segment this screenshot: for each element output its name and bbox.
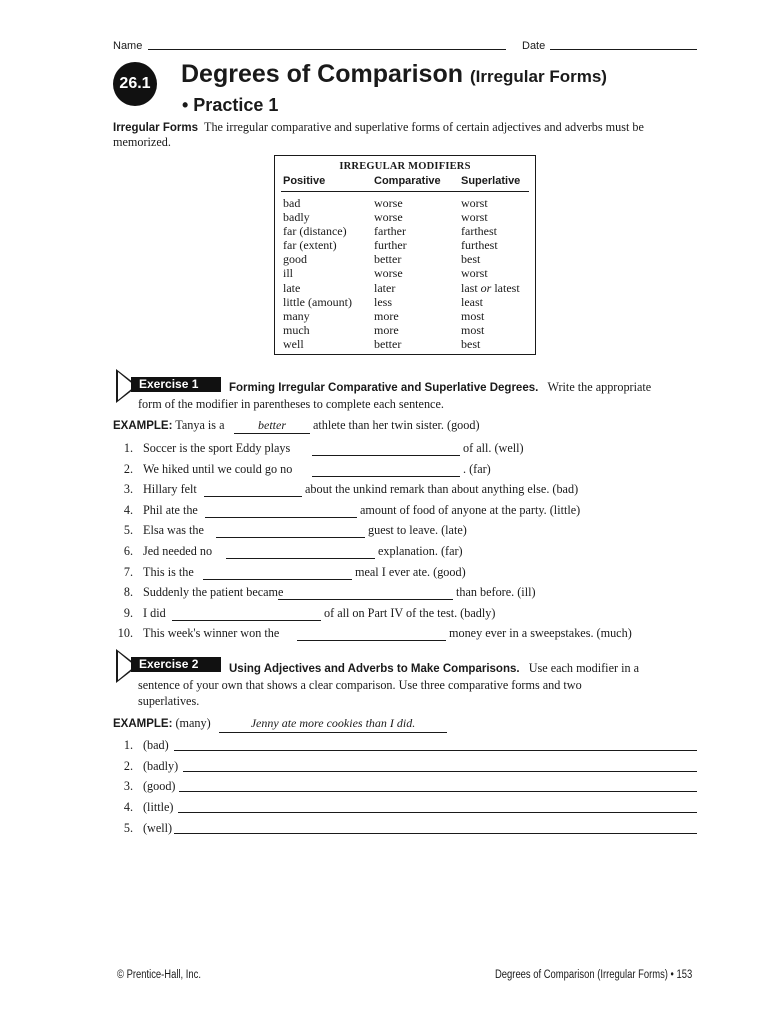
table-row bbox=[275, 266, 535, 280]
exercise2-item-answer-line[interactable] bbox=[178, 812, 697, 813]
exercise1-item-number: 8. bbox=[123, 585, 133, 600]
date-label: Date bbox=[522, 40, 546, 52]
footer-copyright: © Prentice-Hall, Inc. bbox=[117, 969, 201, 981]
exercise2-example-blank bbox=[219, 732, 447, 733]
exercise2-item-answer-line[interactable] bbox=[183, 771, 697, 772]
table-row bbox=[275, 323, 535, 337]
table-header-rule bbox=[281, 191, 529, 192]
table-cell-positive: badly bbox=[283, 210, 310, 225]
table-row bbox=[275, 210, 535, 224]
exercise2-item-word: (bad) bbox=[143, 738, 169, 752]
exercise1-item-text-after: money ever in a sweepstakes. (much) bbox=[449, 626, 632, 641]
table-cell-superlative: last or latest bbox=[461, 280, 520, 295]
intro-paragraph bbox=[113, 120, 693, 149]
section-number-badge bbox=[113, 62, 157, 106]
exercise2-item-number: 3. bbox=[123, 779, 133, 794]
exercise1-item-text-after: meal I ever ate. (good) bbox=[355, 564, 466, 579]
table-cell-comparative: worse bbox=[374, 266, 403, 281]
table-cell-comparative: farther bbox=[374, 224, 406, 239]
exercise1-example-after: athlete than her twin sister. (good) bbox=[313, 418, 480, 432]
exercise1-item-text-after: about the unkind remark than about anything else. (bad) bbox=[305, 482, 579, 497]
example-label: EXAMPLE: bbox=[113, 420, 173, 432]
exercise1-item-text-after: guest to leave. (late) bbox=[368, 523, 467, 538]
table-row bbox=[275, 281, 535, 295]
table-cell-positive: bad bbox=[283, 196, 301, 210]
table-cell-positive: many bbox=[283, 308, 310, 323]
table-cell-positive: far (distance) bbox=[283, 224, 347, 239]
table-cell-comparative: more bbox=[374, 308, 399, 323]
section-number: 26.1 bbox=[119, 75, 151, 92]
exercise1-item-answer-blank[interactable] bbox=[204, 496, 302, 497]
exercise2-instructions-b: sentence of your own that shows a clear comparison. Use three comparative forms and two bbox=[138, 678, 582, 692]
exercise1-label: Exercise 1 bbox=[131, 377, 221, 392]
example-label: EXAMPLE: bbox=[113, 718, 173, 730]
exercise2-item-answer-line[interactable] bbox=[179, 791, 697, 792]
exercise1-item-answer-blank[interactable] bbox=[172, 620, 321, 621]
exercise2-item-word: (well) bbox=[143, 820, 173, 835]
table-cell-comparative: further bbox=[374, 238, 407, 253]
table-cell-positive: little (amount) bbox=[283, 294, 352, 309]
table-cell-superlative: best bbox=[461, 252, 481, 267]
exercise1-heading bbox=[229, 379, 651, 396]
exercise1-item-text-after: of all on Part IV of the test. (badly) bbox=[324, 605, 496, 620]
exercise1-item-text-after: . (far) bbox=[463, 461, 491, 476]
table-cell-comparative: worse bbox=[374, 196, 403, 210]
table-cell-superlative: worst bbox=[461, 196, 488, 210]
exercise2-item-number: 4. bbox=[123, 800, 133, 815]
exercise1-item-number: 7. bbox=[123, 564, 133, 579]
exercise1-item-text-before: I did bbox=[143, 605, 166, 620]
exercise2-item-answer-line[interactable] bbox=[174, 750, 697, 751]
table-cell-superlative: best bbox=[461, 336, 481, 351]
table-cell-comparative: better bbox=[374, 336, 402, 351]
table-body bbox=[275, 196, 535, 351]
table-cell-positive: late bbox=[283, 280, 301, 295]
exercise1-item-number: 3. bbox=[123, 482, 133, 497]
name-field[interactable] bbox=[148, 49, 506, 50]
exercise2-example bbox=[113, 716, 211, 731]
exercise1-item-text-before: Elsa was the bbox=[143, 523, 204, 538]
table-cell-superlative: least bbox=[461, 294, 483, 309]
table-row bbox=[275, 196, 535, 210]
exercise2-item-answer-line[interactable] bbox=[174, 833, 697, 834]
intro-text: The irregular comparative and superlative forms of certain adjectives and adverbs must be memorized. bbox=[113, 120, 644, 149]
page-title bbox=[181, 60, 607, 89]
exercise2-item-word: (badly) bbox=[143, 758, 179, 773]
exercise1-item-text-before: This week's winner won the bbox=[143, 626, 280, 641]
table-row bbox=[275, 337, 535, 351]
table-row bbox=[275, 238, 535, 252]
exercise1-instructions-a: Write the appropriate bbox=[547, 380, 652, 394]
table-cell-superlative: worst bbox=[461, 210, 488, 225]
footer-page-info: Degrees of Comparison (Irregular Forms) • 153 bbox=[495, 969, 693, 981]
table-cell-comparative: later bbox=[374, 280, 396, 295]
table-row bbox=[275, 252, 535, 266]
exercise1-item-text-before: We hiked until we could go no bbox=[143, 461, 293, 476]
table-cell-superlative: furthest bbox=[461, 238, 498, 253]
exercise1-item-answer-blank[interactable] bbox=[205, 517, 357, 518]
exercise1-item-text-before: This is the bbox=[143, 564, 194, 579]
exercise2-instructions-c: superlatives. bbox=[138, 694, 200, 708]
table-cell-positive: much bbox=[283, 322, 310, 337]
table-cell-comparative: more bbox=[374, 322, 399, 337]
table-cell-positive: well bbox=[283, 336, 304, 351]
exercise2-item-word: (little) bbox=[143, 800, 174, 815]
exercise1-item-text-after: amount of food of anyone at the party. (little) bbox=[360, 502, 581, 517]
table-cell-superlative: most bbox=[461, 308, 485, 323]
exercise1-item-number: 9. bbox=[123, 605, 133, 620]
exercise1-item-number: 4. bbox=[123, 502, 133, 517]
table-cell-superlative: farthest bbox=[461, 224, 497, 239]
table-cell-comparative: better bbox=[374, 252, 402, 267]
table-cell-superlative: most bbox=[461, 322, 485, 337]
table-cell-positive: good bbox=[283, 252, 307, 267]
exercise1-instructions-b: form of the modifier in parentheses to complete each sentence. bbox=[138, 397, 444, 411]
exercise1-item-number: 2. bbox=[123, 461, 133, 476]
exercise1-item-text-after: explanation. (far) bbox=[378, 544, 463, 558]
table-cell-positive: ill bbox=[283, 266, 294, 281]
exercise1-item-number: 5. bbox=[123, 523, 133, 538]
exercise1-item-number: 1. bbox=[123, 441, 133, 455]
date-field[interactable] bbox=[550, 49, 697, 50]
exercise1-item-text-before: Phil ate the bbox=[143, 502, 198, 517]
exercise2-item-number: 1. bbox=[123, 738, 133, 752]
exercise1-title: Forming Irregular Comparative and Superlative Degrees. bbox=[229, 382, 539, 394]
exercise1-item-text-before: Jed needed no bbox=[143, 544, 213, 558]
intro-label: Irregular Forms bbox=[113, 122, 198, 134]
name-label: Name bbox=[113, 40, 143, 52]
exercise2-label: Exercise 2 bbox=[131, 657, 221, 672]
exercise1-item-text-before: Soccer is the sport Eddy plays bbox=[143, 441, 291, 455]
table-cell-superlative: worst bbox=[461, 266, 488, 281]
exercise1-item-answer-blank[interactable] bbox=[312, 455, 460, 456]
exercise1-example-answer: better bbox=[258, 418, 286, 432]
exercise1-item-answer-blank[interactable] bbox=[278, 599, 453, 600]
exercise1-example-blank bbox=[234, 433, 310, 434]
title-sub: (Irregular Forms) bbox=[469, 67, 607, 86]
table-cell-positive: far (extent) bbox=[283, 238, 337, 253]
exercise1-item-number: 6. bbox=[123, 544, 133, 558]
exercise1-item-text-before: Suddenly the patient became bbox=[143, 585, 284, 600]
exercise1-item-text-before: Hillary felt bbox=[143, 482, 197, 497]
exercise1-item-answer-blank[interactable] bbox=[297, 640, 446, 641]
table-title: IRREGULAR MODIFIERS bbox=[339, 161, 471, 172]
example-word: (many) bbox=[175, 716, 211, 730]
table-header-positive: Positive bbox=[283, 175, 326, 187]
exercise2-heading bbox=[229, 660, 639, 677]
table-row bbox=[275, 295, 535, 309]
example-before: Tanya is a bbox=[175, 418, 225, 432]
exercise1-item-answer-blank[interactable] bbox=[216, 537, 365, 538]
title-main: Degrees of Comparison bbox=[181, 60, 464, 88]
table-header-comparative: Comparative bbox=[374, 175, 441, 187]
exercise2-item-number: 5. bbox=[123, 820, 133, 835]
exercise2-item-number: 2. bbox=[123, 758, 133, 773]
exercise1-item-answer-blank[interactable] bbox=[226, 558, 375, 559]
table-cell-comparative: less bbox=[374, 294, 392, 309]
exercise1-item-answer-blank[interactable] bbox=[312, 476, 460, 477]
table-row bbox=[275, 309, 535, 323]
table-row bbox=[275, 224, 535, 238]
exercise1-example bbox=[113, 418, 224, 433]
exercise2-example-answer: Jenny ate more cookies than I did. bbox=[250, 716, 416, 730]
exercise1-item-number: 10. bbox=[117, 626, 133, 641]
exercise1-item-text-after: of all. (well) bbox=[463, 441, 524, 455]
table-header-superlative: Superlative bbox=[461, 175, 521, 187]
table-cell-comparative: worse bbox=[374, 210, 403, 225]
exercise1-item-text-after: than before. (ill) bbox=[456, 585, 536, 600]
exercise1-item-answer-blank[interactable] bbox=[203, 579, 352, 580]
irregular-modifiers-table bbox=[274, 155, 536, 355]
exercise2-instructions-a: Use each modifier in a bbox=[528, 661, 640, 675]
practice-heading: • Practice 1 bbox=[182, 95, 279, 115]
exercise2-title: Using Adjectives and Adverbs to Make Comparisons. bbox=[229, 663, 520, 675]
exercise2-item-word: (good) bbox=[143, 779, 176, 794]
